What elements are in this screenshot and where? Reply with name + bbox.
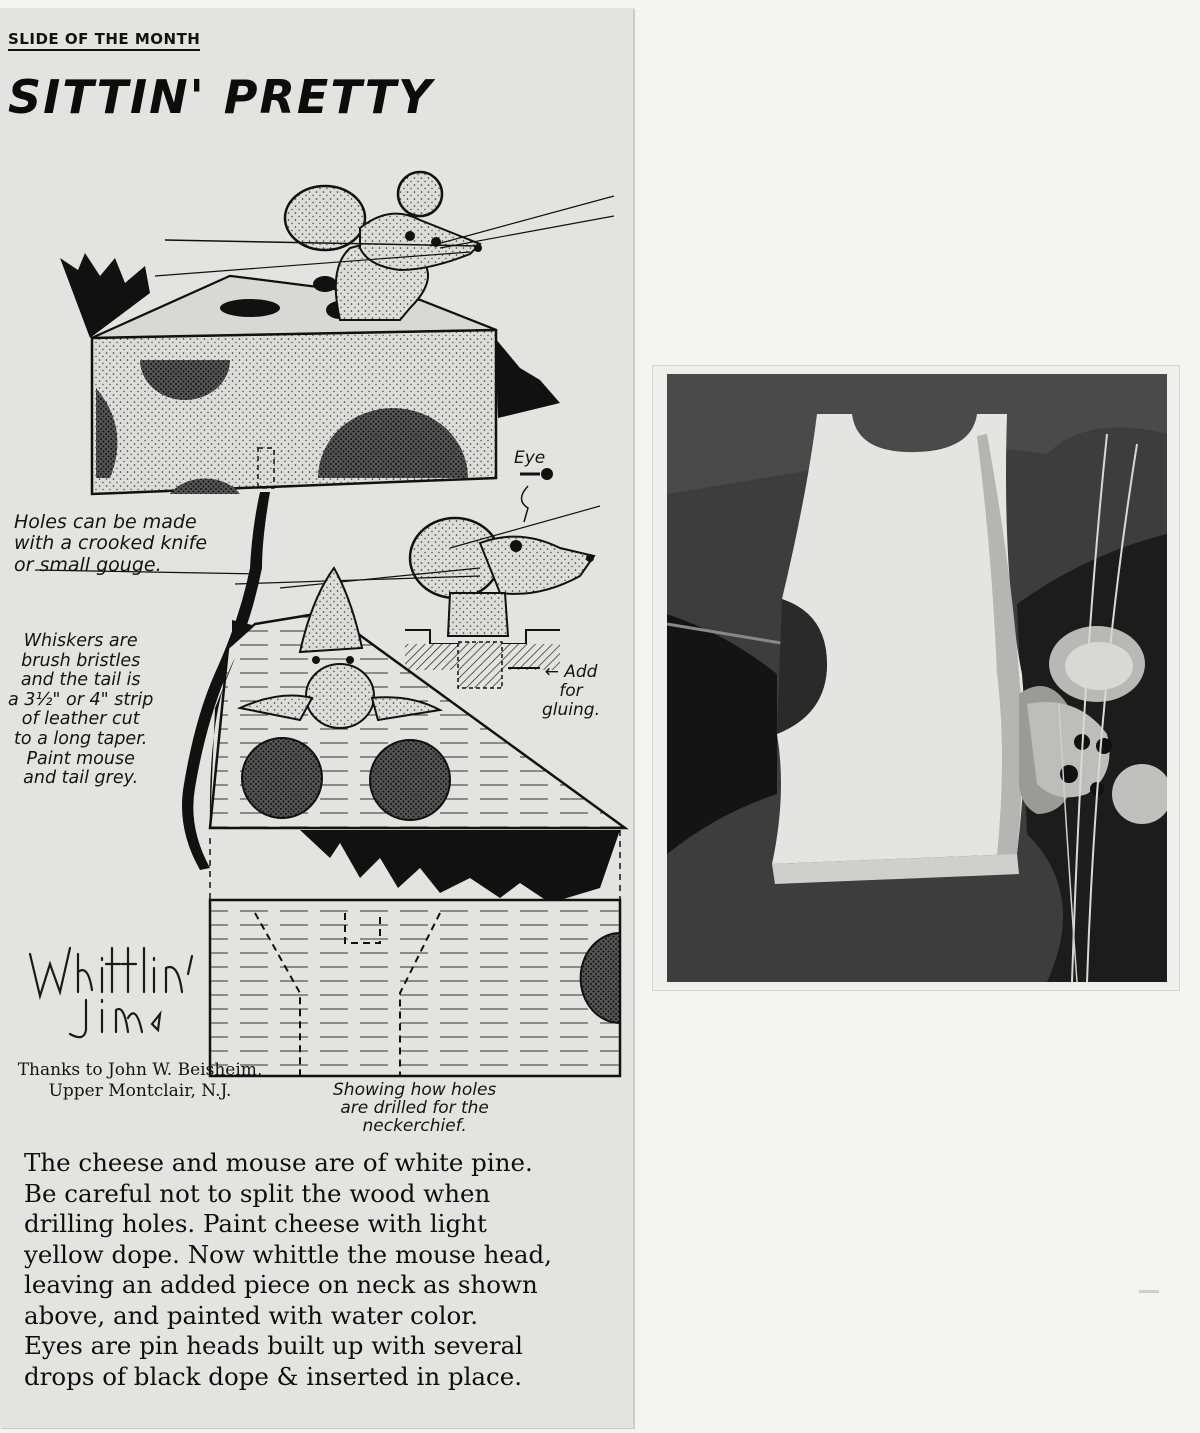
whittlin-jim-signature-logo (26, 934, 206, 1044)
instructions-text: The cheese and mouse are of white pine. Be careful not to split the wood when drilling holes. Paint cheese with light yellow dope. Now whittle the mouse head, leaving an added piece on neck as shown above, and painted with water color. Eyes are pin heads built up with several drops of black dope & inserted in place. (24, 1148, 552, 1391)
note-eye: Eye (514, 448, 546, 468)
newspaper-clipping (0, 8, 634, 1428)
margin-mark (1139, 1290, 1159, 1293)
section-kicker: SLIDE OF THE MONTH (8, 30, 200, 51)
note-holes: Holes can be made with a crooked knife or small gouge. (14, 511, 208, 576)
photo-mount (653, 366, 1179, 990)
credit-thanks: Thanks to John W. Beisheim, Upper Montclair, N.J. (17, 1060, 263, 1101)
note-glue: ← Add for gluing. (542, 662, 600, 721)
neckerchief-slide-photo (667, 374, 1167, 982)
note-neckerchief: Showing how holes are drilled for the neckerchief. (333, 1080, 497, 1136)
article-title: SITTIN' PRETTY (8, 70, 434, 124)
note-whiskers: Whiskers are brush bristles and the tail is a 3½" or 4" strip of leather cut to a long taper. Paint mouse and tail grey. (8, 631, 154, 789)
